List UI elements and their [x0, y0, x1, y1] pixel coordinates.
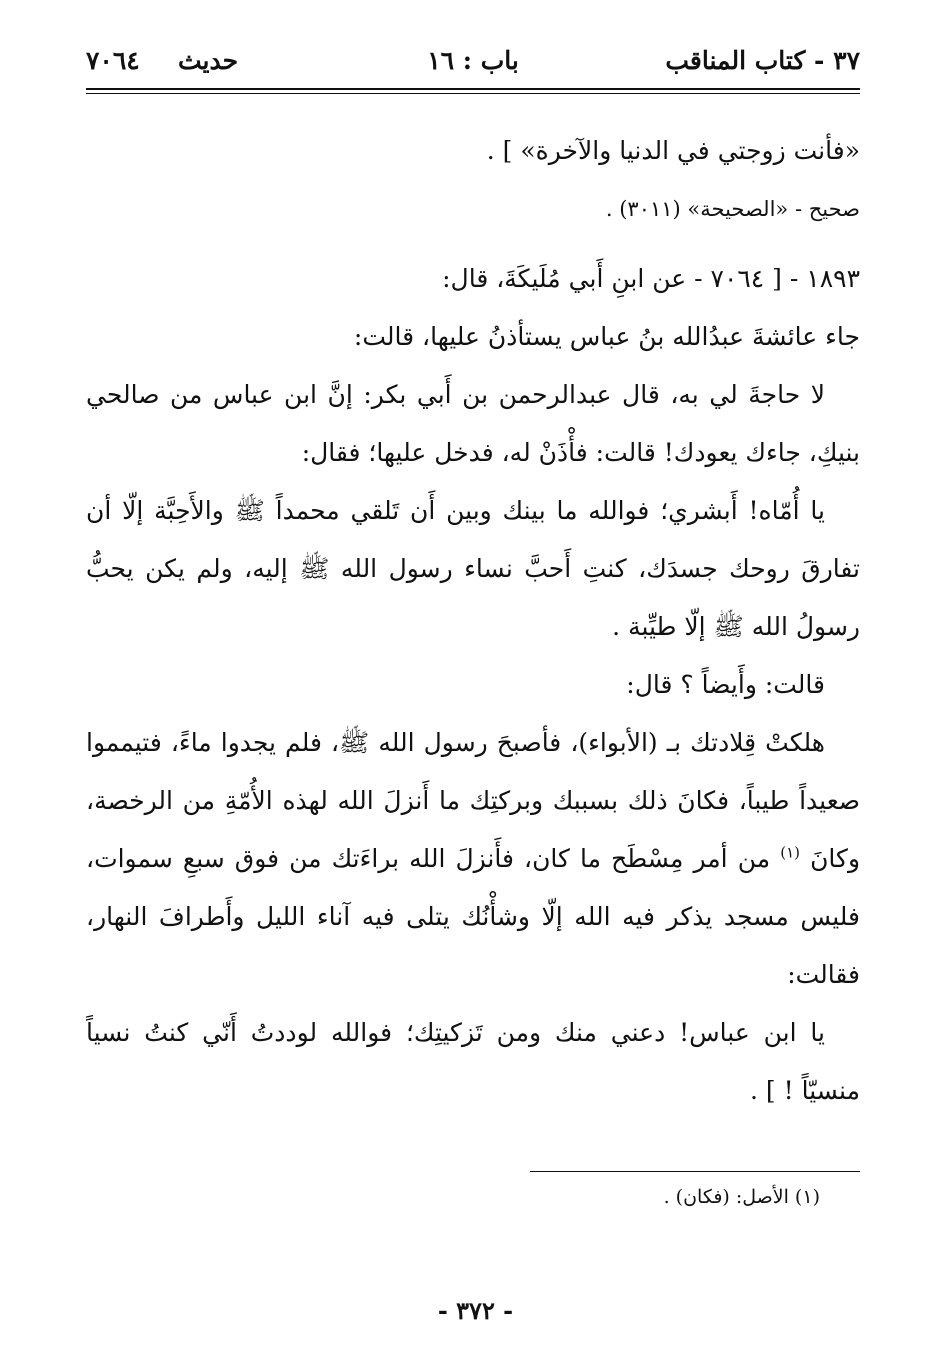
hadith-intro: ١٨٩٣ - [ ٧٠٦٤ - عن ابنِ أَبي مُلَيكَةَ، قال: — [442, 264, 860, 293]
paragraph-5-part-a: هلكتْ قِلادتك بـ (الأبواء)، فأصبحَ رسول الله ﷺ، فلم يجدوا ماءً، فتيمموا صعيداً طيباً، فكانَ ذلك بسببك وبركتِك ما أَنزلَ الله لهذه الأُمّةِ من الرخصة، وكانَ — [86, 728, 861, 873]
footnote-rule — [530, 1171, 860, 1172]
paragraph-5 — [86, 714, 860, 1004]
grade-line: صحيح - «الصحيحة» (٣٠١١) . — [605, 197, 860, 221]
paragraph-6: يا ابن عباس! دعني منك ومن تَزكيتِك؛ فوالله لوددتُ أَنّي كنتُ نسياً منسيّاً ! ] . — [86, 1018, 860, 1105]
footnote-marker: (١) — [780, 843, 800, 862]
running-header — [86, 46, 860, 86]
footnote: (١) الأصل: (فكان) . — [663, 1186, 820, 1208]
chapter-title: ٣٧ - كتاب المناقب — [665, 46, 860, 75]
page-body — [86, 122, 860, 1120]
paragraph-5-part-b: من أمر مِسْطَح ما كان، فأَنزلَ الله براءَتك من فوق سبعِ سموات، فليس مسجد يذكر فيه الله إلّا وشأْنُك يتلى فيه آناء الليل وأَطرافَ النهار، فقالت: — [86, 844, 860, 989]
hadith-label: حديث — [178, 46, 239, 75]
page-number: - ٣٧٢ - — [437, 1296, 514, 1325]
paragraph-2: لا حاجةَ لي به، قال عبدالرحمن بن أَبي بكر: إنَّ ابن عباس من صالحي بنيكِ، جاءك يعودك! قالت: فأْذَنْ له، فدخل عليها؛ فقال: — [86, 380, 860, 467]
bab-label: باب : ١٦ — [427, 46, 519, 75]
hadith-number: ٧٠٦٤ — [86, 46, 140, 75]
paragraph-3: يا أُمّاه! أَبشري؛ فوالله ما بينك وبين أَن تَلقي محمداً ﷺ والأَحِبَّة إلّا أن تفارقَ روحك جسدَك، كنتِ أَحبَّ نساء رسول الله ﷺ إليه، ولم يكن يحبُّ رسولُ الله ﷺ إلّا طيِّبة . — [86, 496, 860, 641]
header-rule-thin — [86, 93, 860, 94]
previous-hadith-end: «فأنت زوجتي في الدنيا والآخرة» ] . — [486, 136, 860, 165]
paragraph-1: جاء عائشةَ عبدُالله بنُ عباس يستأذنُ عليها، قالت: — [353, 322, 860, 351]
paragraph-4: قالت: وأَيضاً ؟ قال: — [626, 670, 825, 699]
header-rule-thick — [86, 88, 860, 90]
